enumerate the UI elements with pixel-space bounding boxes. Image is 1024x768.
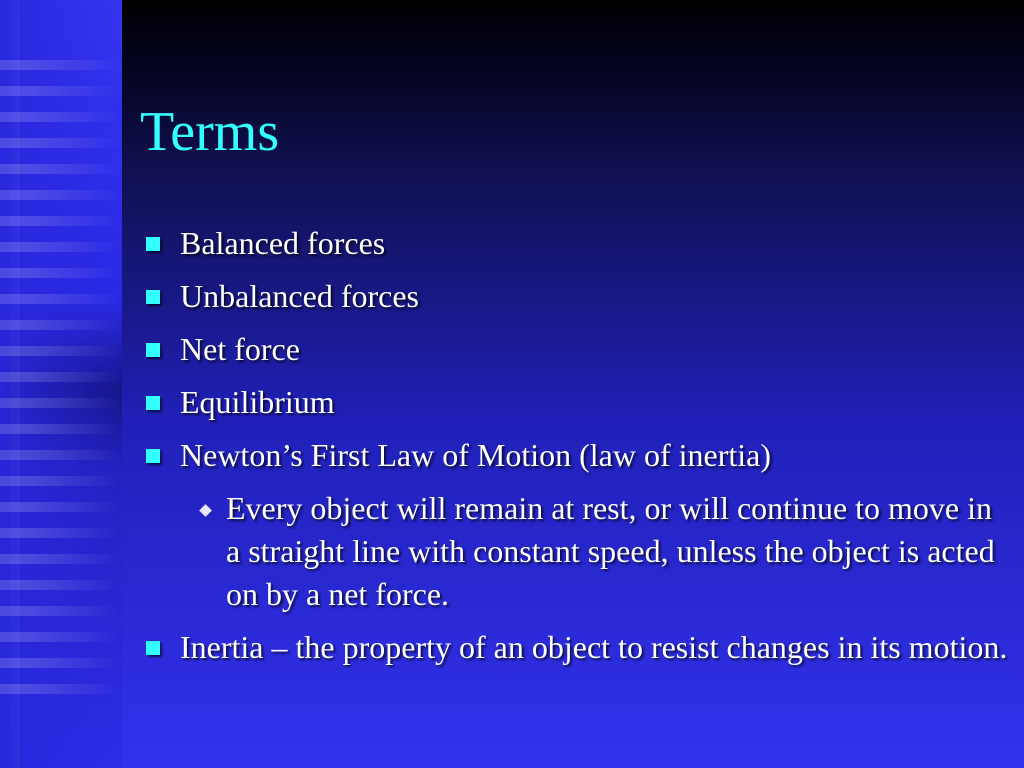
list-item [140, 328, 1010, 371]
list-item [140, 434, 1010, 477]
list-item-text: Net force [180, 331, 300, 367]
square-bullet-icon [146, 237, 160, 251]
sub-list-item-text: Every object will remain at rest, or will continue to move in a straight line with constant speed, unless the object is acted on by a net force. [226, 490, 995, 612]
list-item [140, 222, 1010, 265]
list-item [140, 381, 1010, 424]
square-bullet-icon [146, 343, 160, 357]
list-item [140, 626, 1010, 669]
square-bullet-icon [146, 641, 160, 655]
sub-list-item [140, 487, 1010, 616]
list-item [140, 275, 1010, 318]
square-bullet-icon [146, 396, 160, 410]
slide-title: Terms [140, 101, 280, 163]
bullet-list [140, 222, 1010, 679]
list-item-text: Newton’s First Law of Motion (law of inertia) [180, 437, 771, 473]
list-item-text: Equilibrium [180, 384, 335, 420]
list-item-text: Balanced forces [180, 225, 386, 261]
square-pattern-decoration [0, 0, 122, 768]
left-decorative-panel [0, 0, 122, 768]
list-item-text: Inertia – the property of an object to resist changes in its motion. [180, 629, 1008, 665]
list-item-text: Unbalanced forces [180, 278, 419, 314]
square-bullet-icon [146, 290, 160, 304]
square-bullet-icon [146, 449, 160, 463]
diamond-bullet-icon [199, 504, 212, 517]
